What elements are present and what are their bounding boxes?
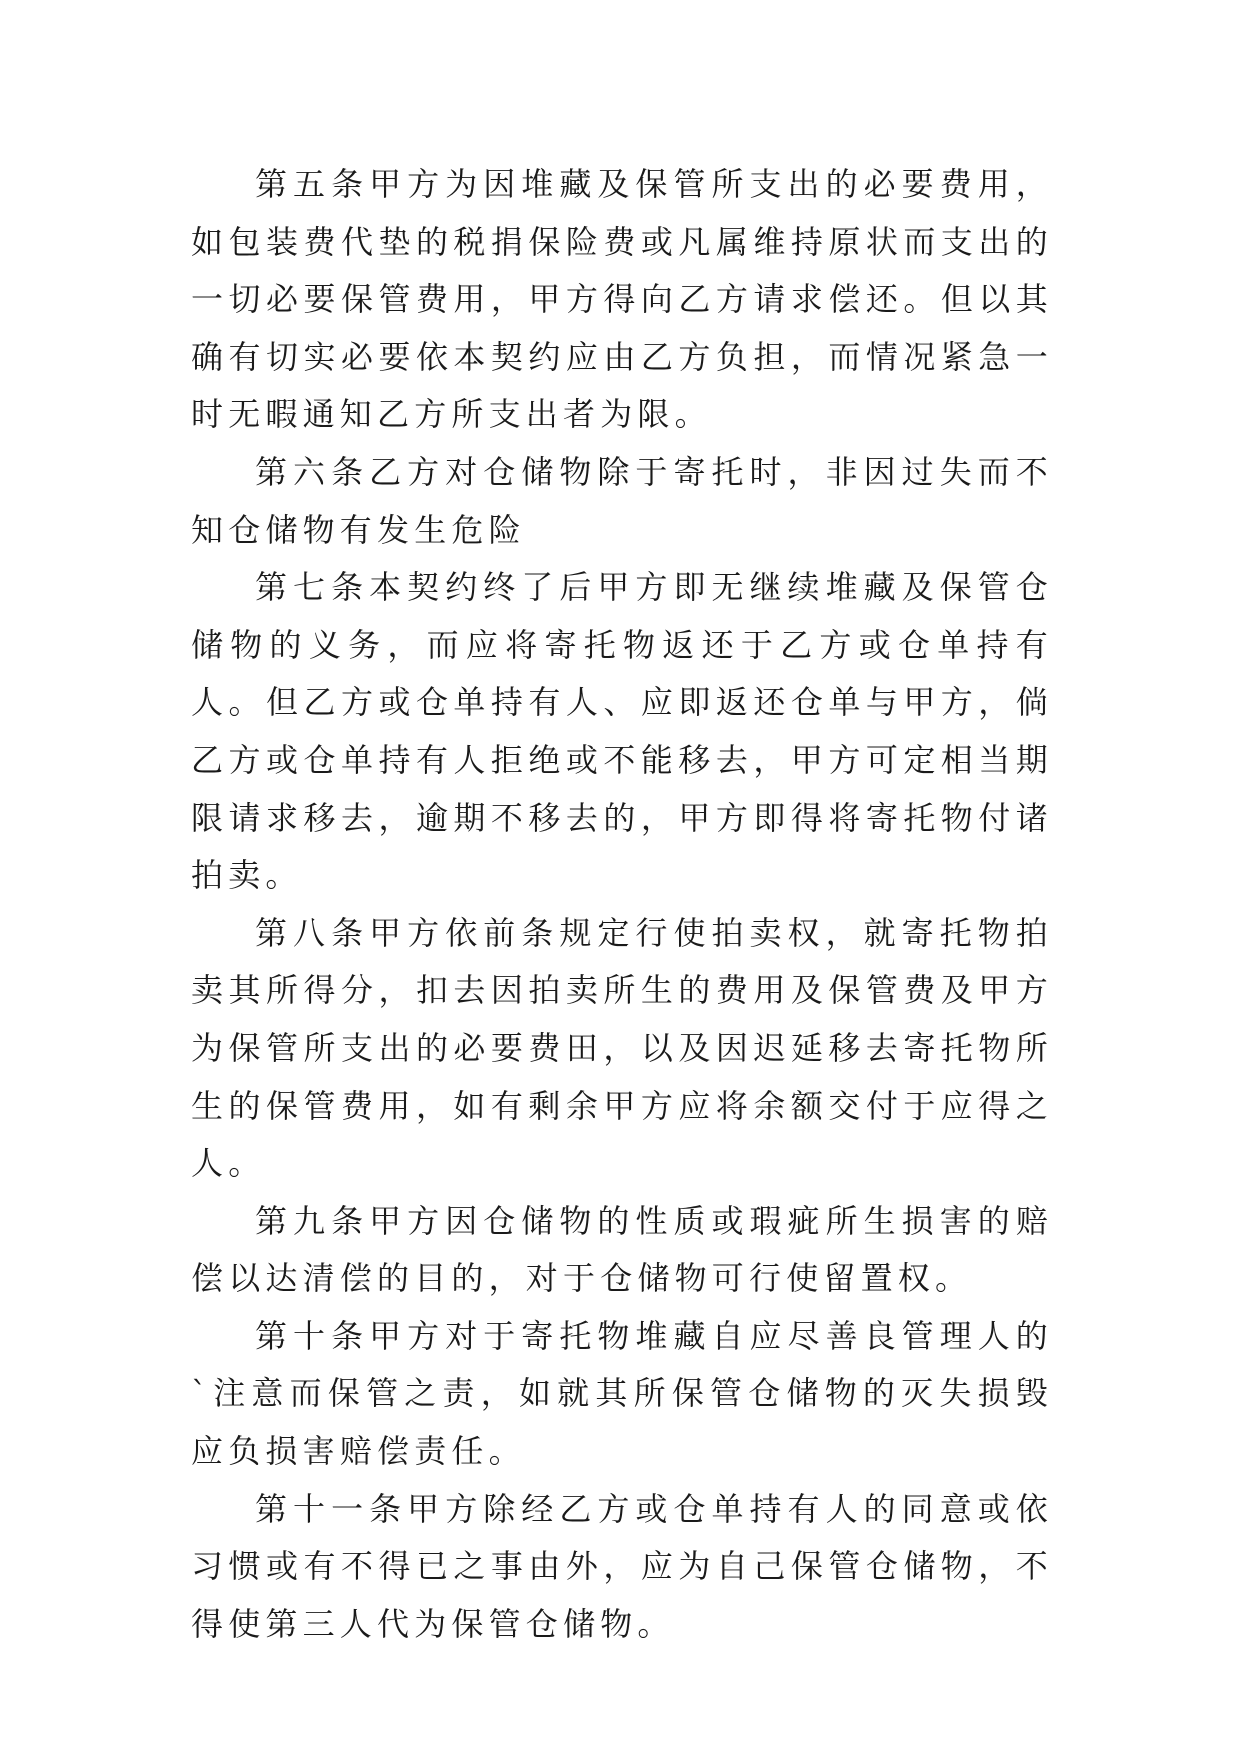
article-10-paragraph: 第十条甲方对于寄托物堆藏自应尽善良管理人的`注意而保管之责，如就其所保管仓储物的灭失损毁应负损害赔偿责任。 [191, 1316, 1053, 1471]
contract-body [191, 156, 1053, 1653]
article-7-paragraph: 第七条本契约终了后甲方即无继续堆藏及保管仓储物的义务，而应将寄托物返还于乙方或仓单持有人。但乙方或仓单持有人、应即返还仓单与甲方，倘乙方或仓单持有人拒绝或不能移去，甲方可定相当期限请求移去，逾期不移去的，甲方即得将寄托物付诸拍卖。 [191, 568, 1053, 895]
article-11-paragraph: 第十一条甲方除经乙方或仓单持有人的同意或依习惯或有不得已之事由外，应为自己保管仓储物，不得使第三人代为保管仓储物。 [191, 1489, 1053, 1643]
article-5-paragraph: 第五条甲方为因堆藏及保管所支出的必要费用，如包装费代垫的税捐保险费或凡属维持原状而支出的一切必要保管费用，甲方得向乙方请求偿还。但以其确有切实必要依本契约应由乙方负担，而情况紧急一时无暇通知乙方所支出者为限。 [191, 165, 1053, 434]
article-9-paragraph: 第九条甲方因仓储物的性质或瑕疵所生损害的赔偿以达清偿的目的，对于仓储物可行使留置权。 [191, 1201, 1053, 1298]
article-8-paragraph: 第八条甲方依前条规定行使拍卖权，就寄托物拍卖其所得分，扣去因拍卖所生的费用及保管费及甲方为保管所支出的必要费田，以及因迟延移去寄托物所生的保管费用，如有剩余甲方应将余额交付于应得之人。 [191, 913, 1053, 1183]
article-6-paragraph: 第六条乙方对仓储物除于寄托时，非因过失而不知仓储物有发生危险 [191, 452, 1053, 549]
